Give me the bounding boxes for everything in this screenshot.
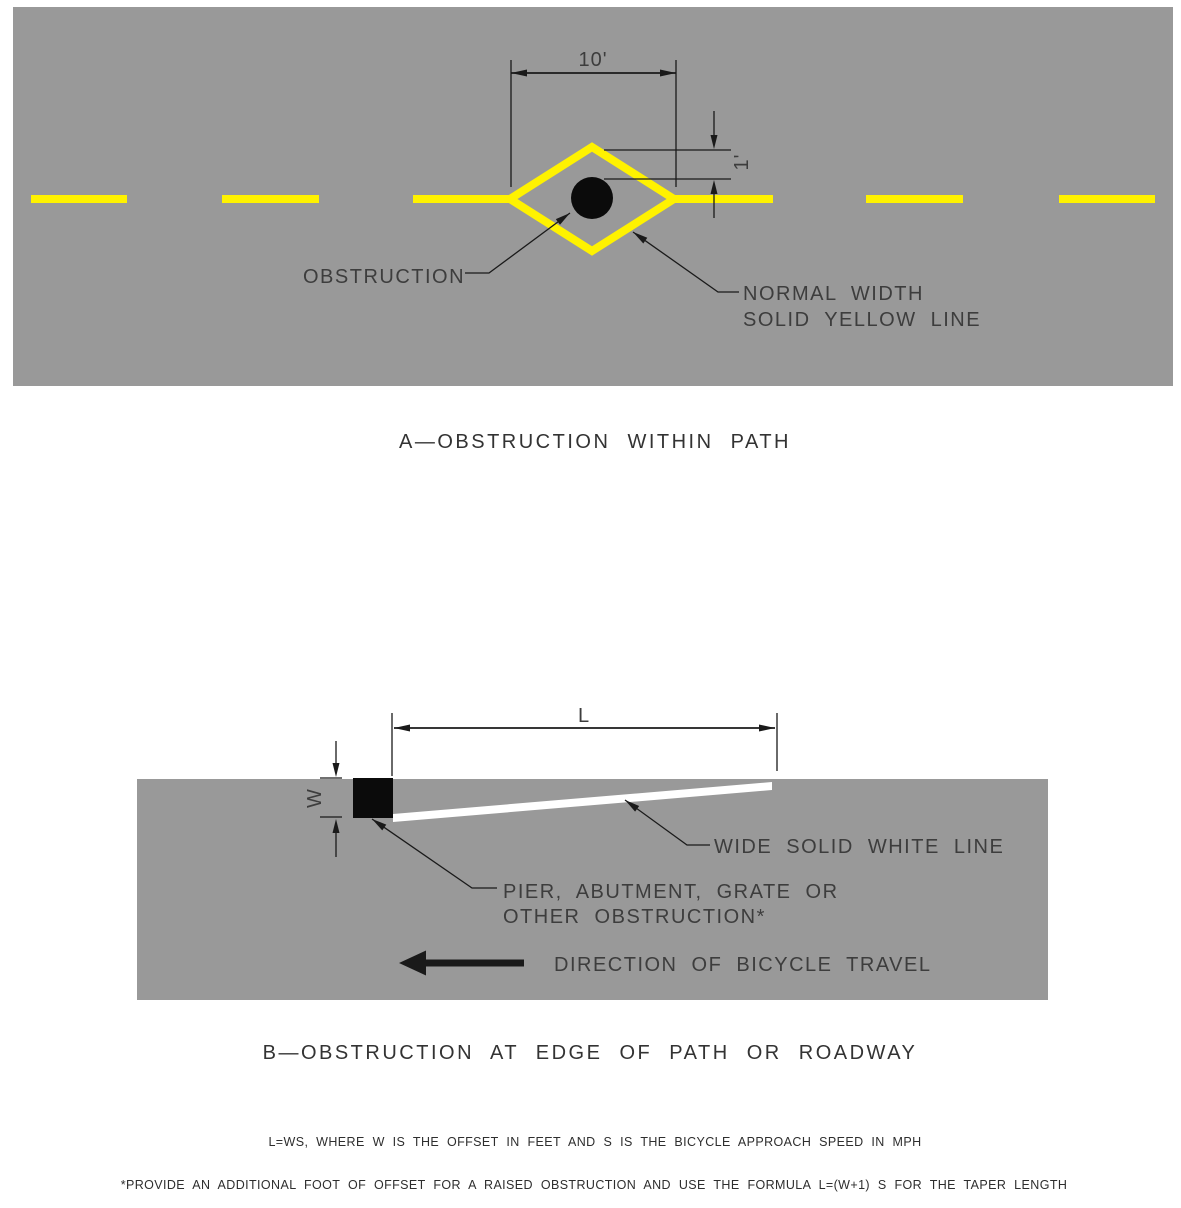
obstruction-label: OBSTRUCTION: [303, 266, 466, 288]
direction-label: DIRECTION OF BICYCLE TRAVEL: [554, 954, 932, 976]
dim-W-text: W: [304, 788, 326, 808]
diagram-b: [137, 705, 1048, 1064]
yellow-line-label-2: SOLID YELLOW LINE: [743, 309, 982, 331]
caption-a: A—OBSTRUCTION WITHIN PATH: [399, 431, 791, 453]
dim-arrow-down: [333, 763, 340, 777]
obstruction-circle: [571, 177, 613, 219]
dim-L-text: L: [577, 705, 591, 727]
yellow-line-label-1: NORMAL WIDTH: [743, 283, 924, 305]
dim-10ft-text: 10': [578, 49, 608, 71]
dimension-L: [392, 705, 777, 776]
notes: [121, 1135, 1068, 1192]
pier-label-2: OTHER OBSTRUCTION*: [503, 906, 766, 928]
note-asterisk: *PROVIDE AN ADDITIONAL FOOT OF OFFSET FOR A RAISED OBSTRUCTION AND USE THE FORMULA L=(W+1) S FOR THE TAPER LENGTH: [120, 1178, 1068, 1192]
dim-1ft-text: 1': [731, 153, 753, 171]
note-formula: L=WS, WHERE W IS THE OFFSET IN FEET AND S IS THE BICYCLE APPROACH SPEED IN MPH: [268, 1135, 922, 1149]
diagram-a: [13, 7, 1173, 453]
white-line-label: WIDE SOLID WHITE LINE: [714, 836, 1005, 858]
caption-b: B—OBSTRUCTION AT EDGE OF PATH OR ROADWAY: [262, 1042, 918, 1064]
obstruction-square: [353, 778, 393, 818]
dim-arrow-right: [759, 725, 775, 732]
dim-arrow-left: [394, 725, 410, 732]
pier-label-1: PIER, ABUTMENT, GRATE OR: [503, 881, 839, 903]
